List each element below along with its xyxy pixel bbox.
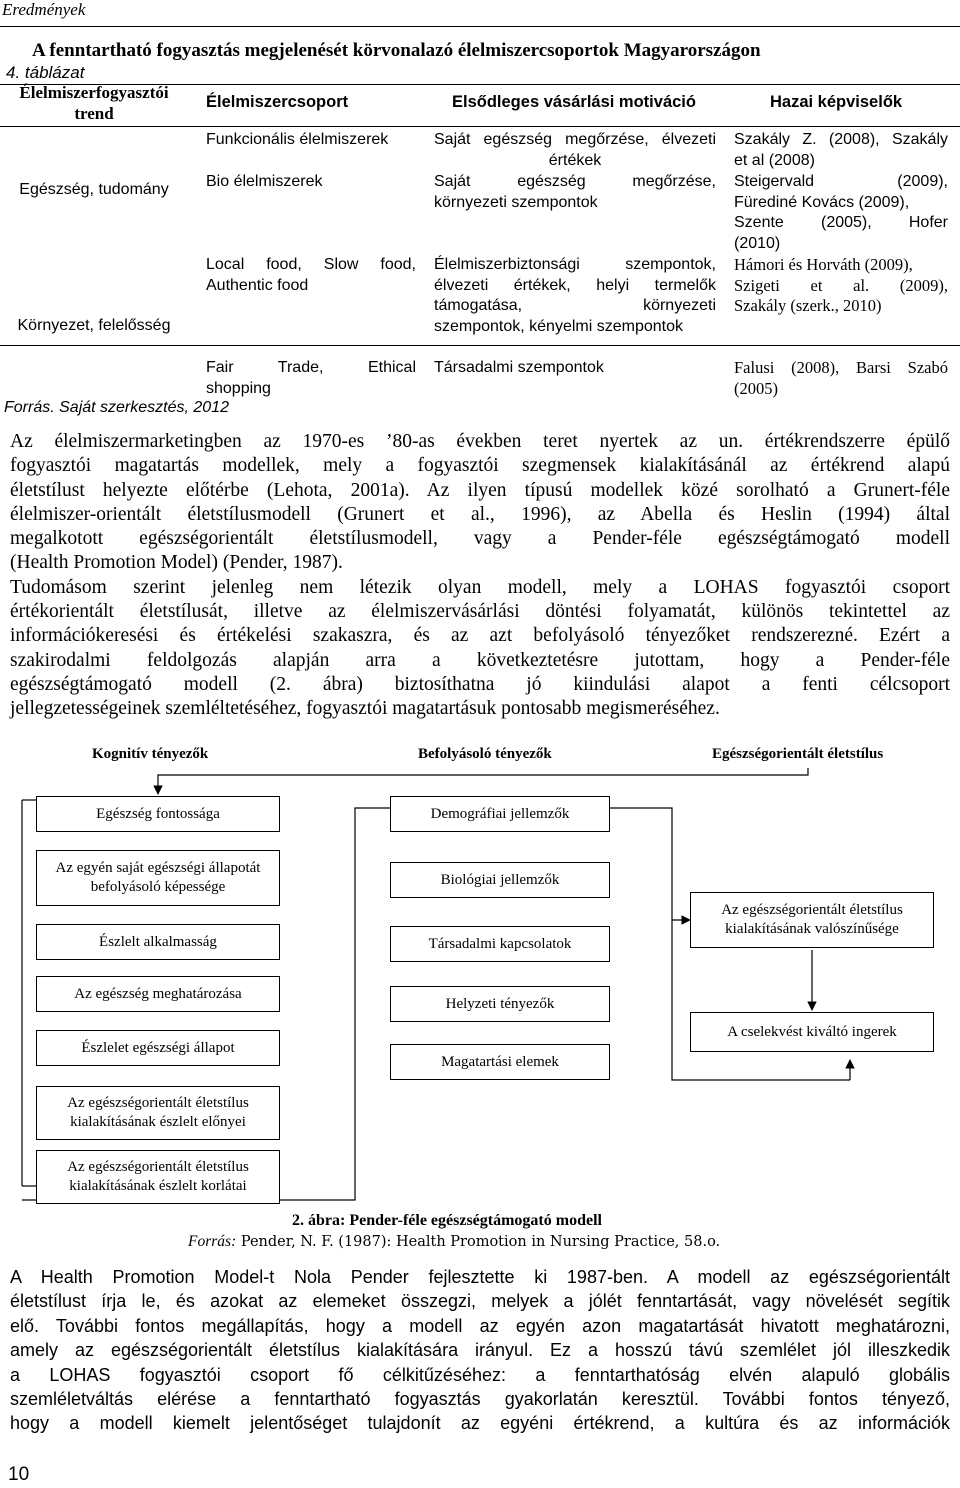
diagram-box-influencing: Társadalmi kapcsolatok [390, 926, 610, 962]
table-header-motivation: Elsődleges vásárlási motiváció [452, 93, 696, 111]
representatives-cell: Hámori és Horváth (2009), Szigeti et al. (2009), Szakály (szerk., 2010) [734, 255, 948, 315]
trend-cell: Egészség, tudomány [19, 181, 169, 198]
group-cell: Funkcionális élelmiszerek [206, 131, 389, 148]
diagram-box-cognitive: Az egészség meghatározása [36, 976, 280, 1012]
table-header-representatives: Hazai képviselők [770, 93, 903, 111]
motivation-cell: Élelmiszerbiztonsági szempontok, élvezeti értékek, helyi termelők támogatása, környezeti szempontok, kényelmi szempontok [434, 256, 716, 335]
body-paragraph: A Health Promotion Model-t Nola Pender fejlesztette ki 1987-ben. A modell az egészségorientált életstílust írja le, és azokat az elemeket összegzi, melyek a jólét fenntartását, vagy növelését segítik elő. További fontos megállapítás, hogy a modell az egyén azon magatartását hivatott meghatározni, amely az egészségorientált életstílus kialakítására irányul. Ez a hosszú távú szemlélet jól illeszkedik a LOHAS fogyasztói csoport fő célkitűzéséhez: a fenntarthatóság elvén alapuló globális szemléletváltás elérése a fenntartható fogyasztás gyakorlatán keresztül. További fontos tényező, hogy a modell kiemelt jelentőséget tulajdonít az egyéni értékrend, a kultúra és az információk [10, 1267, 950, 1434]
representatives-cell: Steigervald (2009), Fürediné Kovács (2009), Szente (2005), Hofer (2010) [734, 173, 948, 252]
running-header: Eredmények [2, 0, 86, 19]
representatives-cell: Falusi (2008), Barsi Szabó (2005) [734, 358, 948, 398]
figure-caption: 2. ábra: Pender-féle egészségtámogató modell [292, 1212, 602, 1229]
feedback-arrow [158, 768, 808, 794]
figure-source: Forrás: Pender, N. F. (1987): Health Promotion in Nursing Practice, 58.o. [188, 1233, 721, 1250]
table-source: Forrás. Saját szerkesztés, 2012 [4, 399, 229, 416]
motivation-cell: Társadalmi szempontok [434, 359, 604, 376]
table-label: 4. táblázat [6, 63, 85, 82]
document-title: A fenntartható fogyasztás megjelenését körvonalazó élelmiszercsoportok Magyarországon [32, 40, 761, 61]
diagram-box-influencing: Demográfiai jellemzők [390, 796, 610, 832]
page-number: 10 [8, 1464, 30, 1485]
diagram-box-cognitive: Az egészségorientált életstílus kialakításának észlelt korlátai [36, 1150, 280, 1204]
motivation-cell: Saját egészség megőrzése, környezeti szempontok [434, 173, 716, 211]
group-cell: Local food, Slow food, Authentic food [206, 256, 416, 294]
diagram-column-title-cognitive: Kognitív tényezők [92, 746, 209, 762]
body-paragraph: Az élelmiszermarketingben az 1970-es ’80-as években teret nyertek az un. értékrendszerre épülő fogyasztói magatartás modellek, mely a fogyasztói szegmensek kialakításánál az értékrend alapú életstílust helyezte előtérbe (Lehota, 2001a). Az ilyen típusú modellek közé sorolható a Grunert-féle élelmiszer-orientált életstílusmodell (Grunert et al., 1996), az Abella és Heslin (1994) által megalkotott egészségorientált életstílusmodell, vagy a Pender-féle egészségtámogató modell (Health Promotion Model) (Pender, 1987). Tudomásom szerint jelenleg nem létezik olyan modell, mely a LOHAS fogyasztói csoport értékorientált életstílusát, illetve az élelmiszervásárlási döntési folyamatát, különös tekintettel az információkeresési és értékelési szakaszra, és az azt befolyásoló tényezőket rendszerezné. Ezért a szakirodalmi feldolgozás alapján arra a következtetésre jutottam, hogy a Pender-féle egészségtámogató modell (2. ábra) biztosíthatna jó kiindulási alapot a fenti célcsoport jellegzetességeinek szemléltetéséhez, fogyasztói magatartásuk pontosabb megismeréséhez. [10, 431, 950, 720]
group-cell: Bio élelmiszerek [206, 173, 323, 190]
table-header-group: Élelmiszercsoport [206, 93, 349, 111]
diagram-box-influencing: Magatartási elemek [390, 1044, 610, 1080]
diagram-box-cognitive: Észlelt alkalmasság [36, 924, 280, 960]
table-header-trend: Élelmiszerfogyasztói trend [19, 83, 169, 123]
group-cell: Fair Trade, Ethical shopping [206, 359, 416, 397]
diagram-box-influencing: Helyzeti tényezők [390, 986, 610, 1022]
diagram-box-cognitive: Az egyén saját egészségi állapotát befolyásoló képessége [36, 850, 280, 906]
diagram-box-cognitive: Észlelet egészségi állapot [36, 1030, 280, 1066]
diagram-box-lifestyle: A cselekvést kiváltó ingerek [690, 1012, 934, 1052]
diagram-box-lifestyle: Az egészségorientált életstílus kialakításának valószínűsége [690, 892, 934, 948]
diagram-box-cognitive: Egészség fontossága [36, 796, 280, 832]
trend-cell: Környezet, felelősség [17, 317, 171, 334]
diagram-column-title-lifestyle: Egészségorientált életstílus [712, 746, 884, 762]
representatives-cell: Szakály Z. (2008), Szakály et al (2008) [734, 131, 948, 169]
diagram-column-title-influencing: Befolyásoló tényezők [418, 746, 552, 762]
diagram-box-cognitive: Az egészségorientált életstílus kialakításának észlelt előnyei [36, 1086, 280, 1140]
diagram-box-influencing: Biológiai jellemzők [390, 862, 610, 898]
motivation-cell: Saját egészség megőrzése, élvezeti értékek [434, 131, 716, 169]
